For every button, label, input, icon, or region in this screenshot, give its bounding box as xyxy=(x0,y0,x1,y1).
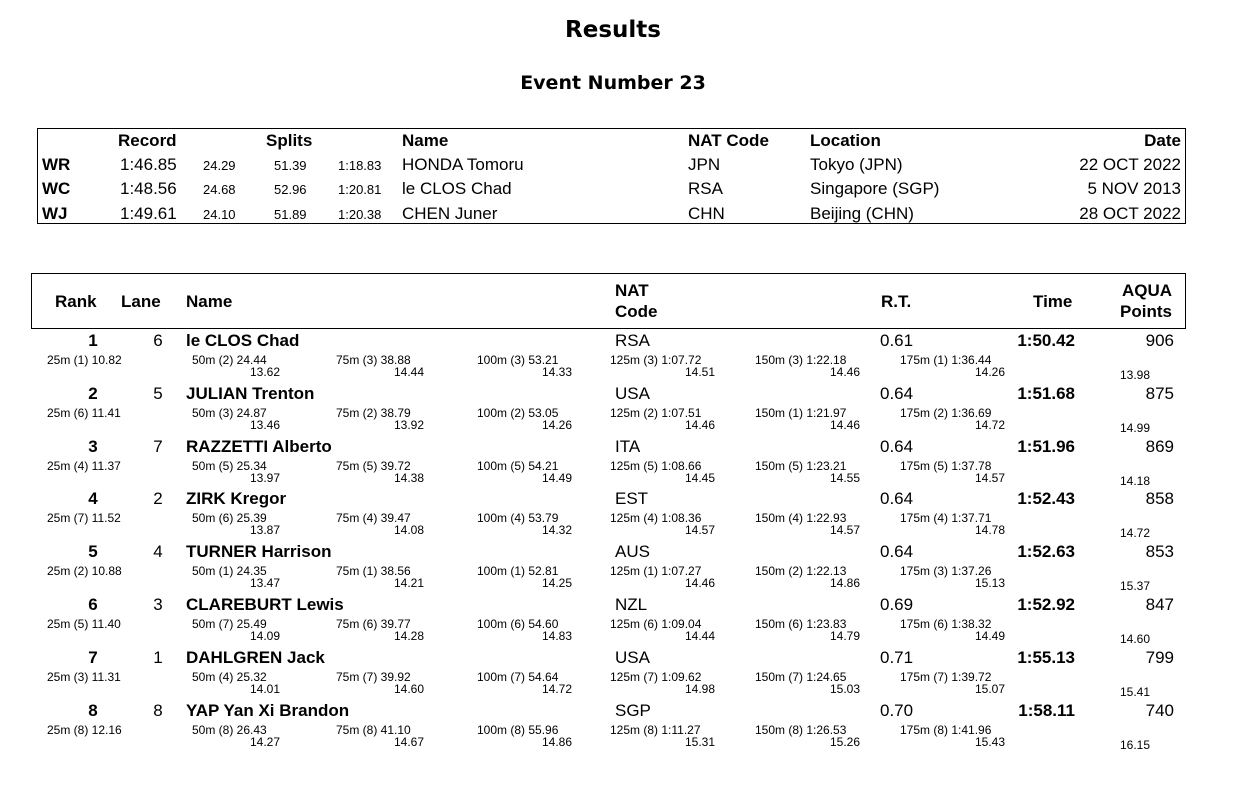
split-sub: 14.49 xyxy=(974,629,1005,643)
record-date: 28 OCT 2022 xyxy=(1079,204,1181,223)
record-date: 22 OCT 2022 xyxy=(1079,155,1181,174)
split-label: 50m (5) 25.34 xyxy=(192,458,267,473)
aqua-points: 847 xyxy=(1145,595,1174,614)
split-sub: 14.38 xyxy=(393,470,424,485)
result-lane: 4 xyxy=(153,542,163,562)
split-sub: 15.43 xyxy=(974,734,1005,749)
split-label: 100m (2) 53.05 xyxy=(477,405,559,420)
split-label: 125m (5) 1:08.66 xyxy=(610,458,702,473)
split-sub: 14.45 xyxy=(684,470,715,485)
record-split: 24.10 xyxy=(203,207,236,222)
split-final: 15.37 xyxy=(1120,579,1151,594)
records-header-record: Record xyxy=(118,131,177,150)
reaction-time: 0.64 xyxy=(880,436,914,456)
reaction-time: 0.61 xyxy=(880,331,914,350)
result-rank: 7 xyxy=(88,647,98,667)
result-time: 1:58.11 xyxy=(1018,700,1075,720)
split-sub: 14.78 xyxy=(974,523,1005,538)
split-label: 175m (3) 1:37.26 xyxy=(900,564,992,579)
result-lane: 3 xyxy=(153,595,163,614)
split-label: 100m (6) 54.60 xyxy=(477,617,559,631)
split-label: 150m (2) 1:22.13 xyxy=(755,564,847,579)
record-location: Singapore (SGP) xyxy=(810,179,940,198)
split-label: 150m (8) 1:26.53 xyxy=(755,722,847,737)
records-header-splits: Splits xyxy=(266,131,313,150)
split-sub: 14.72 xyxy=(541,681,572,696)
record-nat: JPN xyxy=(688,155,721,174)
split-sub: 15.03 xyxy=(829,681,860,696)
split-sub: 14.09 xyxy=(249,629,280,643)
record-split: 24.68 xyxy=(203,182,236,197)
split-sub: 14.86 xyxy=(829,576,860,591)
split-sub: 14.26 xyxy=(974,365,1005,379)
reaction-time: 0.64 xyxy=(880,383,914,403)
record-code: WR xyxy=(42,155,71,174)
result-rank: 2 xyxy=(88,383,98,403)
split-label: 75m (6) 39.77 xyxy=(336,617,411,631)
split-sub: 14.26 xyxy=(541,417,572,432)
split-label: 150m (1) 1:21.97 xyxy=(755,405,847,420)
split-sub: 14.44 xyxy=(393,365,424,379)
reaction-time: 0.69 xyxy=(880,595,914,614)
split-sub: 15.07 xyxy=(974,681,1005,696)
split-label: 50m (8) 26.43 xyxy=(192,722,267,737)
aqua-points: 799 xyxy=(1145,647,1174,667)
split-sub: 14.57 xyxy=(829,523,860,538)
split-label: 50m (1) 24.35 xyxy=(192,564,267,579)
record-split: 1:20.38 xyxy=(338,207,382,222)
result-lane: 1 xyxy=(153,647,163,667)
split-label: 125m (7) 1:09.62 xyxy=(610,669,702,684)
result-time: 1:52.92 xyxy=(1017,595,1075,614)
split-label: 175m (1) 1:36.44 xyxy=(900,353,992,367)
records-header-date: Date xyxy=(1144,131,1181,150)
split-label: 100m (5) 54.21 xyxy=(477,458,559,473)
aqua-points: 875 xyxy=(1145,383,1174,403)
record-split: 51.39 xyxy=(274,158,307,173)
result-nat-code: USA xyxy=(615,647,650,667)
split-sub: 14.46 xyxy=(829,417,860,432)
split-label: 75m (4) 39.47 xyxy=(336,511,411,526)
split-sub: 14.72 xyxy=(974,417,1005,432)
split-25m: 25m (1) 10.82 xyxy=(47,353,122,367)
result-nat-code: ITA xyxy=(615,436,641,456)
result-nat-code: RSA xyxy=(615,331,650,350)
record-code: WC xyxy=(42,179,71,198)
split-label: 50m (2) 24.44 xyxy=(192,353,267,367)
result-lane: 7 xyxy=(153,436,163,456)
split-sub: 14.98 xyxy=(684,681,715,696)
split-sub: 14.08 xyxy=(393,523,424,538)
split-label: 75m (5) 39.72 xyxy=(336,458,411,473)
split-sub: 14.67 xyxy=(393,734,424,749)
split-25m: 25m (3) 11.31 xyxy=(47,669,121,684)
split-sub: 14.49 xyxy=(541,470,572,485)
split-sub: 14.46 xyxy=(829,365,860,379)
split-sub: 13.92 xyxy=(393,417,424,432)
results-header-points: Points xyxy=(1120,302,1172,321)
result-rank: 6 xyxy=(88,595,98,614)
record-location: Tokyo (JPN) xyxy=(810,155,903,174)
split-label: 100m (4) 53.79 xyxy=(477,511,559,526)
split-sub: 14.83 xyxy=(541,629,572,643)
result-lane: 2 xyxy=(153,489,163,509)
split-sub: 13.87 xyxy=(249,523,280,538)
split-sub: 14.79 xyxy=(829,629,860,643)
reaction-time: 0.70 xyxy=(880,700,914,720)
split-final: 13.98 xyxy=(1120,368,1151,382)
record-location: Beijing (CHN) xyxy=(810,204,914,223)
athlete-name: ZIRK Kregor xyxy=(186,489,287,509)
split-sub: 14.46 xyxy=(684,576,715,591)
record-time: 1:48.56 xyxy=(120,179,177,198)
split-label: 50m (3) 24.87 xyxy=(192,405,267,420)
split-25m: 25m (7) 11.52 xyxy=(47,511,121,526)
athlete-name: JULIAN Trenton xyxy=(186,383,315,403)
result-time: 1:52.43 xyxy=(1017,489,1075,509)
record-split: 51.89 xyxy=(274,207,307,222)
results-header-lane: Lane xyxy=(121,292,161,311)
split-sub: 14.01 xyxy=(249,681,280,696)
record-holder: CHEN Juner xyxy=(402,204,498,223)
split-label: 100m (3) 53.21 xyxy=(477,353,559,367)
results-header-aqua: AQUA xyxy=(1122,281,1173,300)
record-split: 52.96 xyxy=(274,182,307,197)
athlete-name: RAZZETTI Alberto xyxy=(186,436,332,456)
reaction-time: 0.71 xyxy=(880,647,914,667)
record-code: WJ xyxy=(42,204,68,223)
split-sub: 13.62 xyxy=(249,365,280,379)
results-header-code: Code xyxy=(615,302,658,321)
split-sub: 13.46 xyxy=(249,417,280,432)
split-label: 125m (4) 1:08.36 xyxy=(610,511,702,526)
split-sub: 14.32 xyxy=(541,523,572,538)
result-nat-code: NZL xyxy=(615,595,648,614)
split-25m: 25m (6) 11.41 xyxy=(47,405,121,420)
records-header-nat: NAT Code xyxy=(688,131,769,150)
aqua-points: 869 xyxy=(1145,436,1174,456)
result-nat-code: USA xyxy=(615,383,650,403)
split-label: 125m (6) 1:09.04 xyxy=(610,617,702,631)
record-split: 24.29 xyxy=(203,158,236,173)
split-label: 50m (7) 25.49 xyxy=(192,617,267,631)
athlete-name: YAP Yan Xi Brandon xyxy=(186,700,350,720)
split-label: 100m (1) 52.81 xyxy=(477,564,559,579)
split-final: 15.41 xyxy=(1120,684,1151,699)
record-time: 1:49.61 xyxy=(120,204,177,223)
split-label: 75m (2) 38.79 xyxy=(336,405,411,420)
split-label: 175m (2) 1:36.69 xyxy=(900,405,992,420)
split-sub: 14.44 xyxy=(684,629,715,643)
split-sub: 15.26 xyxy=(829,734,860,749)
results-header xyxy=(31,273,1186,329)
record-nat: CHN xyxy=(688,204,725,223)
split-final: 14.99 xyxy=(1120,420,1151,435)
record-holder: le CLOS Chad xyxy=(402,179,512,198)
split-sub: 14.46 xyxy=(684,417,715,432)
results-header-rank: Rank xyxy=(55,292,97,311)
result-rank: 5 xyxy=(88,542,98,562)
records-table xyxy=(37,128,1186,224)
split-sub: 14.57 xyxy=(974,470,1005,485)
record-split: 1:20.81 xyxy=(338,182,382,197)
split-label: 100m (7) 54.64 xyxy=(477,669,559,684)
split-sub: 15.13 xyxy=(974,576,1005,591)
athlete-name: TURNER Harrison xyxy=(186,542,332,562)
split-sub: 14.86 xyxy=(541,734,572,749)
results-header-rt: R.T. xyxy=(881,292,912,311)
result-time: 1:51.96 xyxy=(1017,436,1075,456)
result-lane: 5 xyxy=(153,383,163,403)
result-rank: 3 xyxy=(88,436,98,456)
split-label: 175m (8) 1:41.96 xyxy=(900,722,992,737)
split-label: 125m (2) 1:07.51 xyxy=(610,405,702,420)
split-label: 175m (4) 1:37.71 xyxy=(900,511,992,526)
split-label: 75m (8) 41.10 xyxy=(336,722,411,737)
result-rank: 8 xyxy=(88,700,98,720)
split-25m: 25m (4) 11.37 xyxy=(47,458,121,473)
split-label: 50m (4) 25.32 xyxy=(192,669,267,684)
reaction-time: 0.64 xyxy=(880,542,914,562)
record-split: 1:18.83 xyxy=(338,158,382,173)
result-time: 1:52.63 xyxy=(1017,542,1075,562)
reaction-time: 0.64 xyxy=(880,489,914,509)
split-sub: 14.21 xyxy=(393,576,424,591)
split-final: 14.60 xyxy=(1120,632,1151,646)
split-25m: 25m (8) 12.16 xyxy=(47,722,122,737)
result-time: 1:55.13 xyxy=(1017,647,1075,667)
split-label: 75m (7) 39.92 xyxy=(336,669,411,684)
split-label: 125m (1) 1:07.27 xyxy=(610,564,702,579)
record-holder: HONDA Tomoru xyxy=(402,155,524,174)
results-header-name: Name xyxy=(186,292,233,311)
result-nat-code: EST xyxy=(615,489,649,509)
split-25m: 25m (5) 11.40 xyxy=(47,617,121,631)
split-final: 16.15 xyxy=(1120,737,1151,752)
records-header-location: Location xyxy=(810,131,881,150)
split-label: 50m (6) 25.39 xyxy=(192,511,267,526)
event-title: Event Number 23 xyxy=(520,72,706,94)
split-sub: 14.60 xyxy=(393,681,424,696)
aqua-points: 858 xyxy=(1145,489,1174,509)
split-label: 75m (1) 38.56 xyxy=(336,564,411,579)
split-25m: 25m (2) 10.88 xyxy=(47,564,122,579)
split-label: 175m (6) 1:38.32 xyxy=(900,617,992,631)
result-lane: 8 xyxy=(153,700,163,720)
split-label: 150m (7) 1:24.65 xyxy=(755,669,847,684)
split-label: 100m (8) 55.96 xyxy=(477,722,559,737)
split-label: 150m (3) 1:22.18 xyxy=(755,353,847,367)
record-nat: RSA xyxy=(688,179,723,198)
result-rank: 4 xyxy=(88,489,98,509)
athlete-name: DAHLGREN Jack xyxy=(186,647,325,667)
split-label: 125m (8) 1:11.27 xyxy=(610,722,701,737)
result-time: 1:50.42 xyxy=(1017,331,1075,350)
result-time: 1:51.68 xyxy=(1017,383,1075,403)
aqua-points: 740 xyxy=(1145,700,1174,720)
page-title: Results xyxy=(565,17,661,43)
split-sub: 15.31 xyxy=(684,734,715,749)
split-sub: 13.47 xyxy=(249,576,280,591)
results-header-time: Time xyxy=(1033,292,1073,311)
split-label: 75m (3) 38.88 xyxy=(336,353,411,367)
split-label: 150m (4) 1:22.93 xyxy=(755,511,847,526)
split-label: 150m (6) 1:23.83 xyxy=(755,617,847,631)
split-sub: 14.33 xyxy=(541,365,572,379)
result-nat-code: SGP xyxy=(615,700,651,720)
result-nat-code: AUS xyxy=(615,542,650,562)
split-label: 150m (5) 1:23.21 xyxy=(755,458,847,473)
split-sub: 14.25 xyxy=(541,576,572,591)
split-sub: 14.28 xyxy=(393,629,424,643)
athlete-name: le CLOS Chad xyxy=(186,331,300,350)
split-label: 175m (5) 1:37.78 xyxy=(900,458,992,473)
athlete-name: CLAREBURT Lewis xyxy=(186,595,344,614)
aqua-points: 906 xyxy=(1145,331,1174,350)
results-header-nat: NAT xyxy=(615,281,649,300)
record-date: 5 NOV 2013 xyxy=(1087,179,1181,198)
split-sub: 13.97 xyxy=(249,470,280,485)
aqua-points: 853 xyxy=(1145,542,1174,562)
split-label: 125m (3) 1:07.72 xyxy=(610,353,702,367)
split-final: 14.72 xyxy=(1120,526,1151,541)
split-sub: 14.51 xyxy=(684,365,715,379)
records-header-name: Name xyxy=(402,131,449,150)
split-sub: 14.57 xyxy=(684,523,715,538)
split-final: 14.18 xyxy=(1120,473,1151,488)
result-lane: 6 xyxy=(153,331,163,350)
result-rank: 1 xyxy=(88,331,98,350)
split-sub: 14.27 xyxy=(249,734,280,749)
record-time: 1:46.85 xyxy=(120,155,177,174)
split-sub: 14.55 xyxy=(829,470,860,485)
split-label: 175m (7) 1:39.72 xyxy=(900,669,992,684)
